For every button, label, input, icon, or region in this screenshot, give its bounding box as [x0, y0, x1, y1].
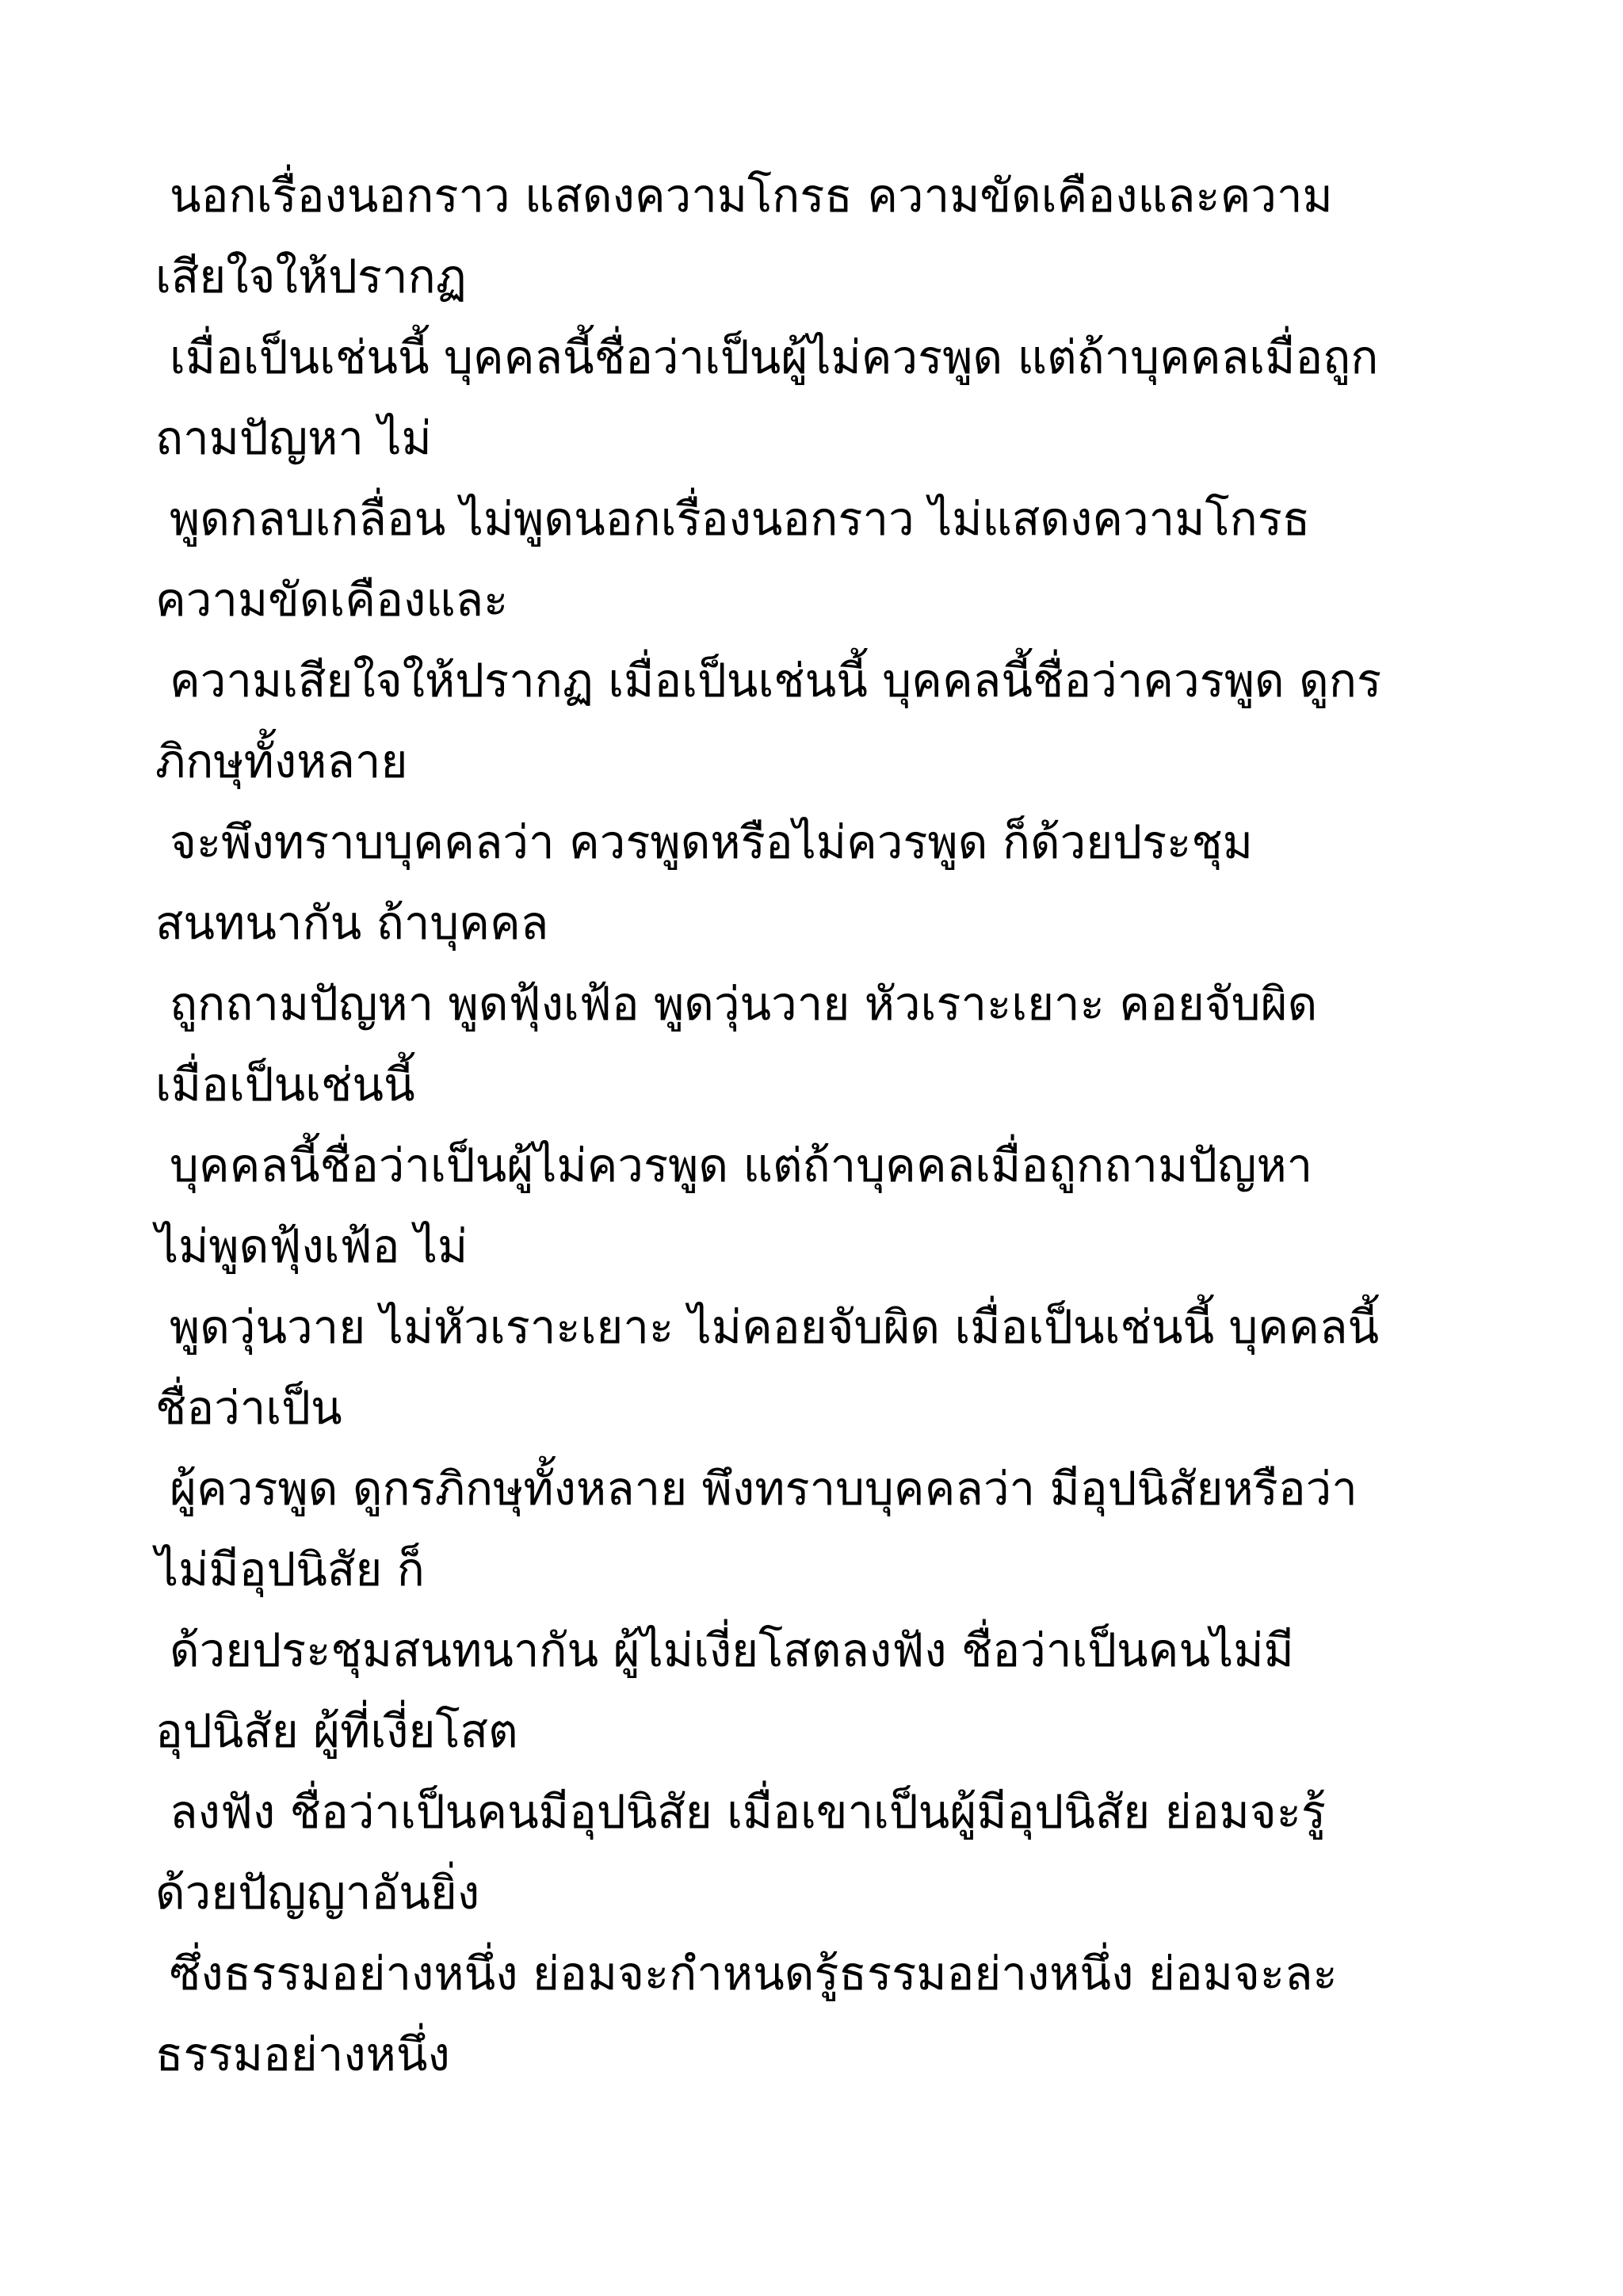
text-line: จะพึงทราบบุคคลว่า ควรพูดหรือไม่ควรพูด ก็ด้วยประชุม	[170, 815, 1253, 869]
text-line: ความขัดเคืองและ	[155, 573, 509, 627]
text-line: ภิกษุทั้งหลาย	[155, 734, 408, 788]
text-line: ความเสียใจให้ปรากฏ เมื่อเป็นเช่นนี้ บุคคลนี้ชื่อว่าควรพูด ดูกร	[170, 654, 1382, 707]
text-line: สนทนากัน ถ้าบุคคล	[155, 896, 549, 950]
text-line: พูดกลบเกลื่อน ไม่พูดนอกเรื่องนอกราว ไม่แสดงความโกรธ	[170, 492, 1311, 546]
text-line: ด้วยปัญญาอันยิ่ง	[155, 1866, 480, 1920]
text-line: ผู้ควรพูด ดูกรภิกษุทั้งหลาย พึงทราบบุคคลว่า มีอุปนิสัยหรือว่า	[170, 1462, 1358, 1516]
text-line: เสียใจให้ปรากฏ	[155, 250, 467, 303]
text-line: ซึ่งธรรมอย่างหนึ่ง ย่อมจะกำหนดรู้ธรรมอย่างหนึ่ง ย่อมจะละ	[170, 1947, 1338, 2000]
text-line: พูดวุ่นวาย ไม่หัวเราะเยาะ ไม่คอยจับผิด เมื่อเป็นเช่นนี้ บุคคลนี้	[170, 1300, 1380, 1354]
text-line: ไม่พูดฟุ้งเฟ้อ ไม่	[155, 1219, 468, 1273]
document-body	[155, 155, 1495, 2095]
text-line: ถูกถามปัญหา พูดฟุ้งเฟ้อ พูดวุ่นวาย หัวเราะเยาะ คอยจับผิด	[170, 977, 1318, 1031]
text-line: ด้วยประชุมสนทนากัน ผู้ไม่เงี่ยโสตลงฟัง ชื่อว่าเป็นคนไม่มี	[170, 1623, 1294, 1677]
text-line: ลงฟัง ชื่อว่าเป็นคนมีอุปนิสัย เมื่อเขาเป็นผู้มีอุปนิสัย ย่อมจะรู้	[170, 1785, 1327, 1839]
text-line: ชื่อว่าเป็น	[155, 1381, 342, 1435]
text-line: บุคคลนี้ชื่อว่าเป็นผู้ไม่ควรพูด แต่ถ้าบุคคลเมื่อถูกถามปัญหา	[170, 1138, 1313, 1192]
text-line: เมื่อเป็นเช่นนี้ บุคคลนี้ชื่อว่าเป็นผู้ไม่ควรพูด แต่ถ้าบุคคลเมื่อถูก	[170, 330, 1379, 384]
text-line: เมื่อเป็นเช่นนี้	[155, 1058, 415, 1112]
text-line: ถามปัญหา ไม่	[155, 411, 432, 465]
text-line: ไม่มีอุปนิสัย ก็	[155, 1543, 425, 1596]
text-line: นอกเรื่องนอกราว แสดงความโกรธ ความขัดเคืองและความ	[170, 169, 1333, 223]
text-line: ธรรมอย่างหนึ่ง	[155, 2027, 450, 2081]
text-line: อุปนิสัย ผู้ที่เงี่ยโสต	[155, 1704, 518, 1758]
